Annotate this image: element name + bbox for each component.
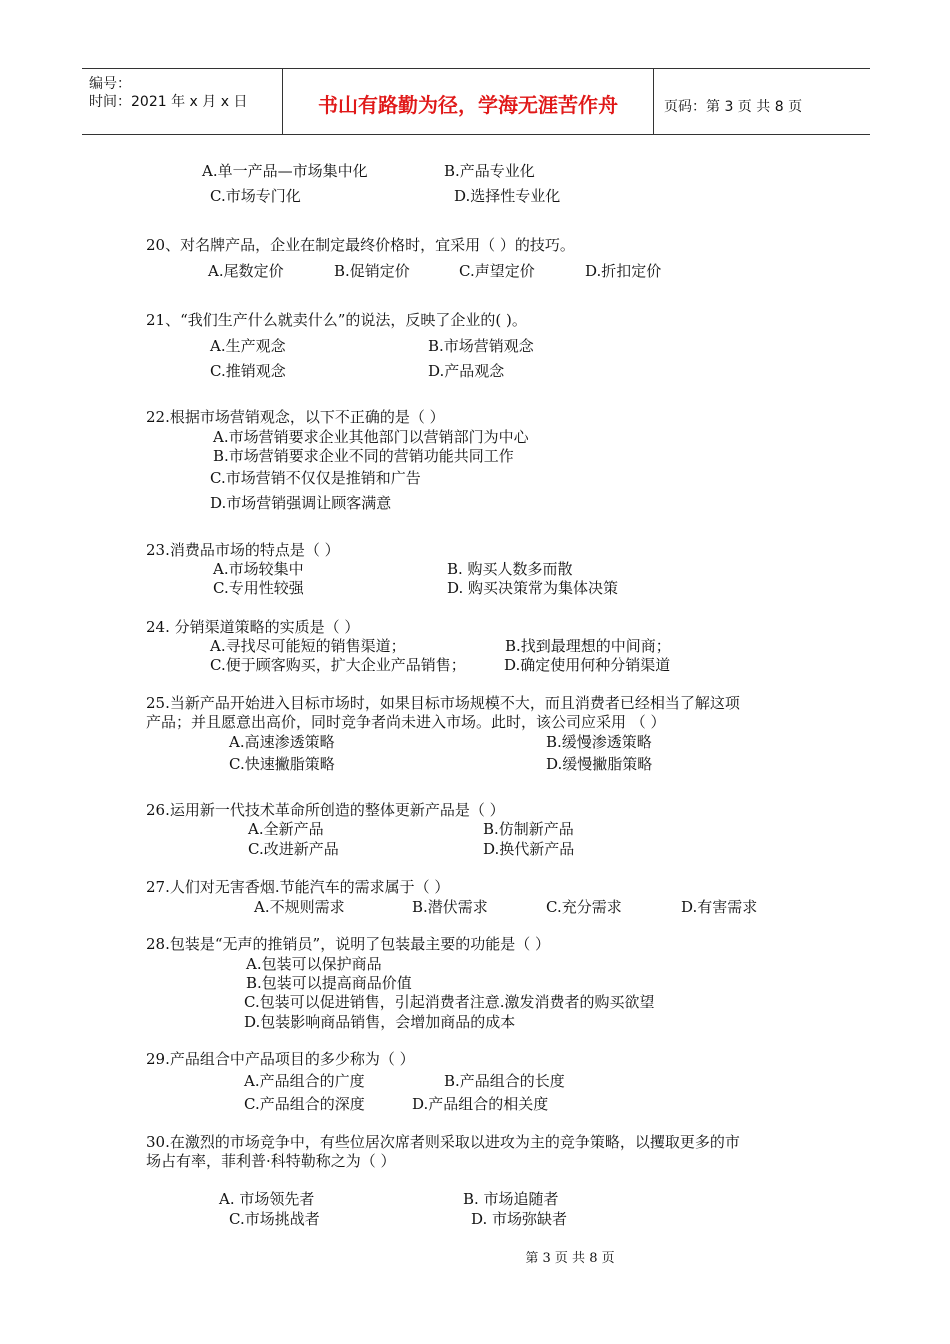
question-text: 21、“我们生产什么就卖什么”的说法，反映了企业的( )。 <box>146 311 527 329</box>
option-line: B.包装可以提高商品价值 <box>246 974 412 992</box>
option-line: C.市场挑战者 <box>229 1210 320 1228</box>
option-line: A. 市场领先者 <box>219 1190 315 1208</box>
header-page-info: 页码：第 3 页 共 8 页 <box>664 98 803 115</box>
option-line: D.折扣定价 <box>585 262 662 280</box>
option-line: A.寻找尽可能短的销售渠道； <box>210 637 406 655</box>
option-line: C.快速撇脂策略 <box>229 755 335 773</box>
question-text: 26.运用新一代技术革命所创造的整体更新产品是（ ） <box>146 801 505 819</box>
option-line: D.产品观念 <box>428 362 505 380</box>
option-line: C.市场专门化 <box>210 187 301 205</box>
option-line: C.产品组合的深度 <box>244 1095 365 1113</box>
page-header <box>82 68 870 135</box>
question-text: 场占有率，菲利普·科特勒称之为（ ） <box>146 1152 396 1170</box>
option-line: B. 市场追随者 <box>463 1190 559 1208</box>
option-line: B.市场营销观念 <box>428 337 534 355</box>
option-line: D. 市场弥缺者 <box>471 1210 568 1228</box>
option-line: C.声望定价 <box>459 262 535 280</box>
option-line: B.市场营销要求企业不同的营销功能共同工作 <box>213 447 514 465</box>
option-line: D. 购买决策常为集体决策 <box>447 579 619 597</box>
header-meta <box>82 69 283 134</box>
option-line: B.产品专业化 <box>444 162 535 180</box>
option-line: A.市场较集中 <box>213 560 304 578</box>
question-text: 25.当新产品开始进入目标市场时，如果目标市场规模不大，而且消费者已经相当了解这项 <box>146 694 740 712</box>
option-line: B.促销定价 <box>334 262 410 280</box>
option-line: C.便于顾客购买，扩大企业产品销售； <box>210 656 466 674</box>
option-line: D.选择性专业化 <box>454 187 561 205</box>
option-line: B.找到最理想的中间商； <box>505 637 671 655</box>
option-line: D.产品组合的相关度 <box>412 1095 549 1113</box>
option-line: D.有害需求 <box>681 898 758 916</box>
header-motto: 书山有路勤为径，学海无涯苦作舟 <box>283 69 654 134</box>
option-line: B. 购买人数多而散 <box>447 560 573 578</box>
question-text: 27.人们对无害香烟.节能汽车的需求属于（ ） <box>146 878 450 896</box>
option-line: D.换代新产品 <box>483 840 575 858</box>
option-line: D.缓慢撇脂策略 <box>546 755 653 773</box>
option-line: A.高速渗透策略 <box>229 733 335 751</box>
option-line: C.专用性较强 <box>213 579 304 597</box>
option-line: C.充分需求 <box>546 898 622 916</box>
option-line: D.包装影响商品销售，会增加商品的成本 <box>244 1013 516 1031</box>
question-text: 22.根据市场营销观念，以下不正确的是（ ） <box>146 408 445 426</box>
option-line: A.全新产品 <box>248 820 324 838</box>
question-text: 30.在激烈的市场竞争中，有些位居次席者则采取以进攻为主的竞争策略，以攫取更多的市 <box>146 1133 740 1151</box>
question-text: 29.产品组合中产品项目的多少称为（ ） <box>146 1050 415 1068</box>
option-line: D.市场营销强调让顾客满意 <box>210 494 392 512</box>
document-number-label: 编号： <box>89 76 131 92</box>
option-line: C.改进新产品 <box>248 840 339 858</box>
option-line: A.生产观念 <box>210 337 286 355</box>
question-text: 20、对名牌产品，企业在制定最终价格时，宜采用（ ）的技巧。 <box>146 236 575 254</box>
option-line: A.不规则需求 <box>254 898 345 916</box>
option-line: B.产品组合的长度 <box>444 1072 565 1090</box>
document-date-label: 时间：2021 年 x 月 x 日 <box>89 94 248 110</box>
option-line: A.尾数定价 <box>208 262 284 280</box>
option-line: A.包装可以保护商品 <box>246 955 382 973</box>
question-text: 23.消费品市场的特点是（ ） <box>146 541 340 559</box>
option-line: A.市场营销要求企业其他部门以营销部门为中心 <box>213 428 529 446</box>
option-line: C.推销观念 <box>210 362 286 380</box>
question-text: 28.包装是“无声的推销员”，说明了包装最主要的功能是（ ） <box>146 935 550 953</box>
option-line: D.确定使用何种分销渠道 <box>504 656 671 674</box>
option-line: B.潜伏需求 <box>412 898 488 916</box>
question-text: 产品；并且愿意出高价，同时竞争者尚未进入市场。此时，该公司应采用 （ ） <box>146 713 666 731</box>
option-line: C.市场营销不仅仅是推销和广告 <box>210 469 421 487</box>
question-text: 24. 分销渠道策略的实质是（ ） <box>146 618 360 636</box>
option-line: B.仿制新产品 <box>483 820 574 838</box>
option-line: A.产品组合的广度 <box>244 1072 365 1090</box>
option-line: B.缓慢渗透策略 <box>546 733 652 751</box>
page-footer: 第 3 页 共 8 页 <box>525 1251 615 1266</box>
option-line: C.包装可以促进销售，引起消费者注意.激发消费者的购买欲望 <box>244 993 655 1011</box>
option-line: A.单一产品—市场集中化 <box>202 162 368 180</box>
